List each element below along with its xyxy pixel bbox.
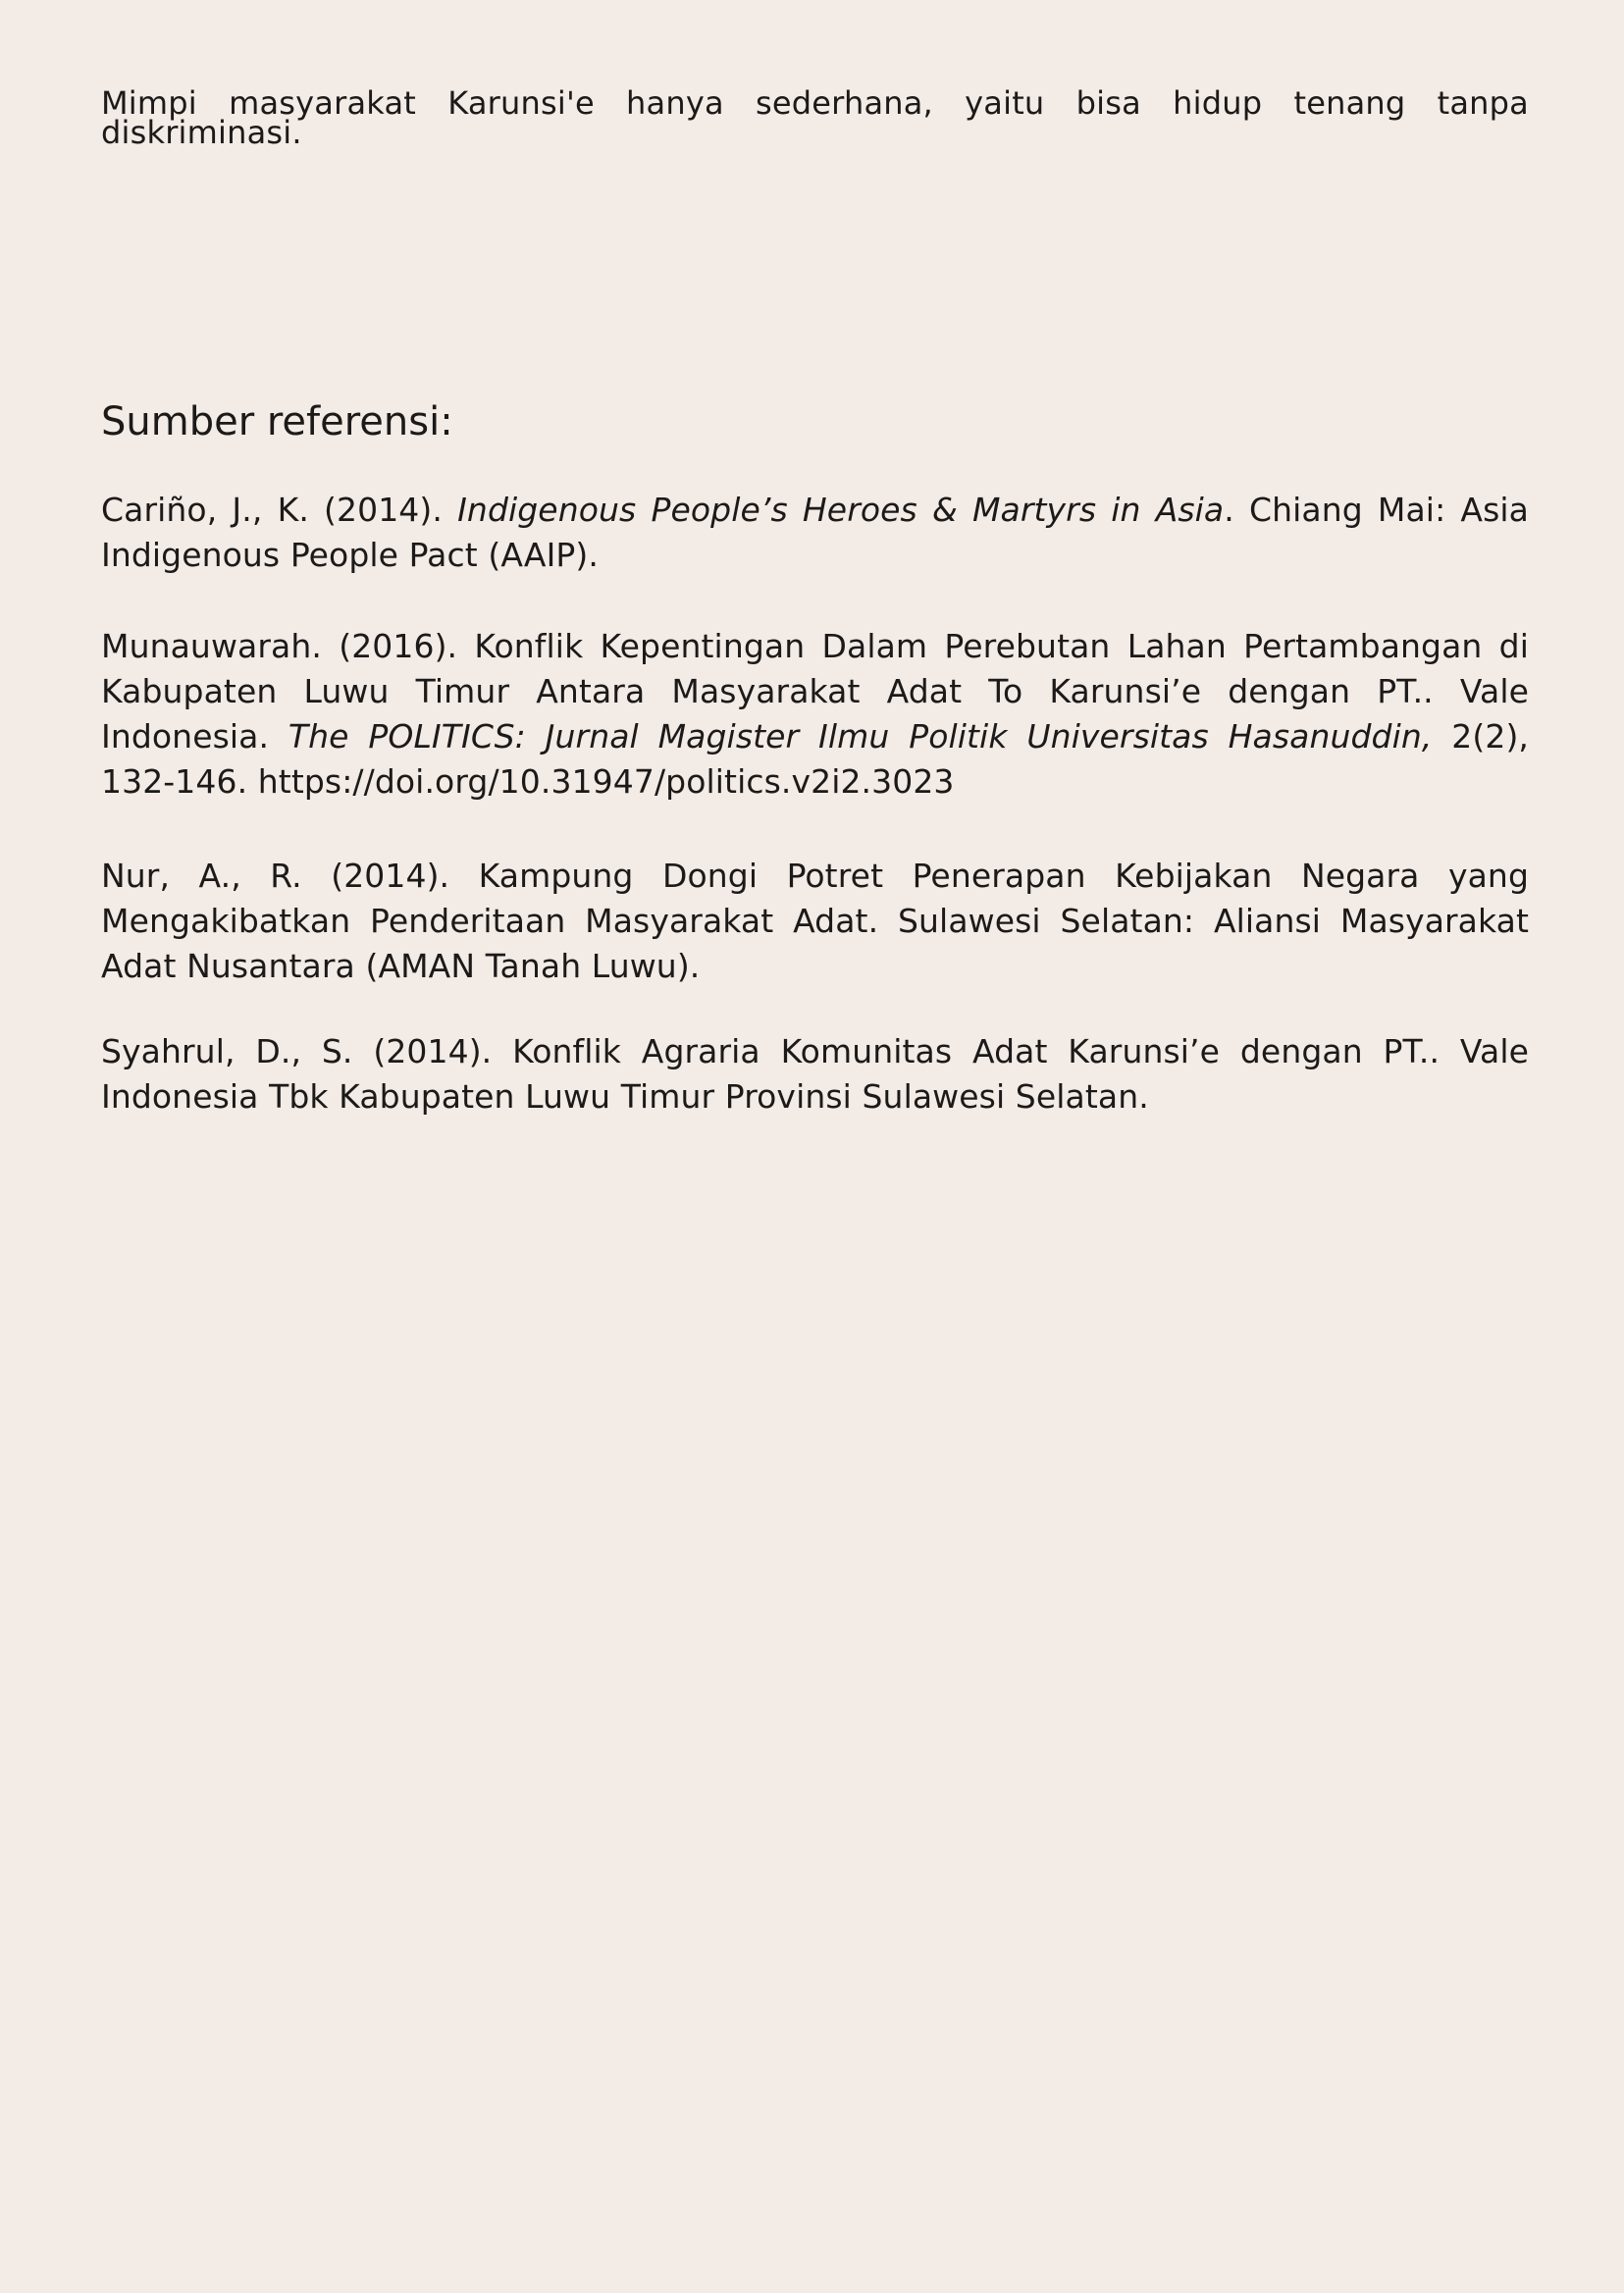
reference-text: 2(2), 132-146. https://doi.org/10.31947/politics.v2i2.3023 [101, 717, 1530, 801]
reference-item-syahrul [101, 1029, 1529, 1120]
reference-text: Syahrul, D., S. (2014). Konflik Agraria Komunitas Adat Karunsi’e dengan PT.. Vale Indonesia Tbk Kabupaten Luwu Timur Provinsi Sulawesi Selatan. [101, 1032, 1529, 1116]
reference-text: Cariño, J., K. (2014). [101, 491, 458, 529]
reference-item-munauwarah [101, 624, 1529, 805]
references-heading: Sumber referensi: [101, 399, 453, 444]
reference-text: . Chiang Mai: Asia Indigenous People Pact (AAIP). [101, 491, 1529, 574]
reference-text: Munauwarah. (2016). Konflik Kepentingan Dalam Perebutan Lahan Pertambangan di Kabupaten Luwu Timur Antara Masyarakat Adat To Karunsi’e dengan PT.. Vale Indonesia. [101, 627, 1529, 756]
reference-journal-italic: The POLITICS: Jurnal Magister Ilmu Politik Universitas Hasanuddin, [288, 717, 1433, 756]
reference-title-italic: Indigenous People’s Heroes & Martyrs in Asia [457, 491, 1225, 529]
reference-item-nur [101, 854, 1529, 989]
intro-paragraph: Mimpi masyarakat Karunsi'e hanya sederhana, yaitu bisa hidup tenang tanpa diskriminasi. [101, 84, 1529, 151]
document-page [101, 0, 1529, 2293]
reference-text: Nur, A., R. (2014). Kampung Dongi Potret Penerapan Kebijakan Negara yang Mengakibatkan Penderitaan Masyarakat Adat. Sulawesi Selatan: Aliansi Masyarakat Adat Nusantara (AMAN Tanah Luwu). [101, 857, 1529, 985]
reference-item-carino [101, 488, 1529, 578]
